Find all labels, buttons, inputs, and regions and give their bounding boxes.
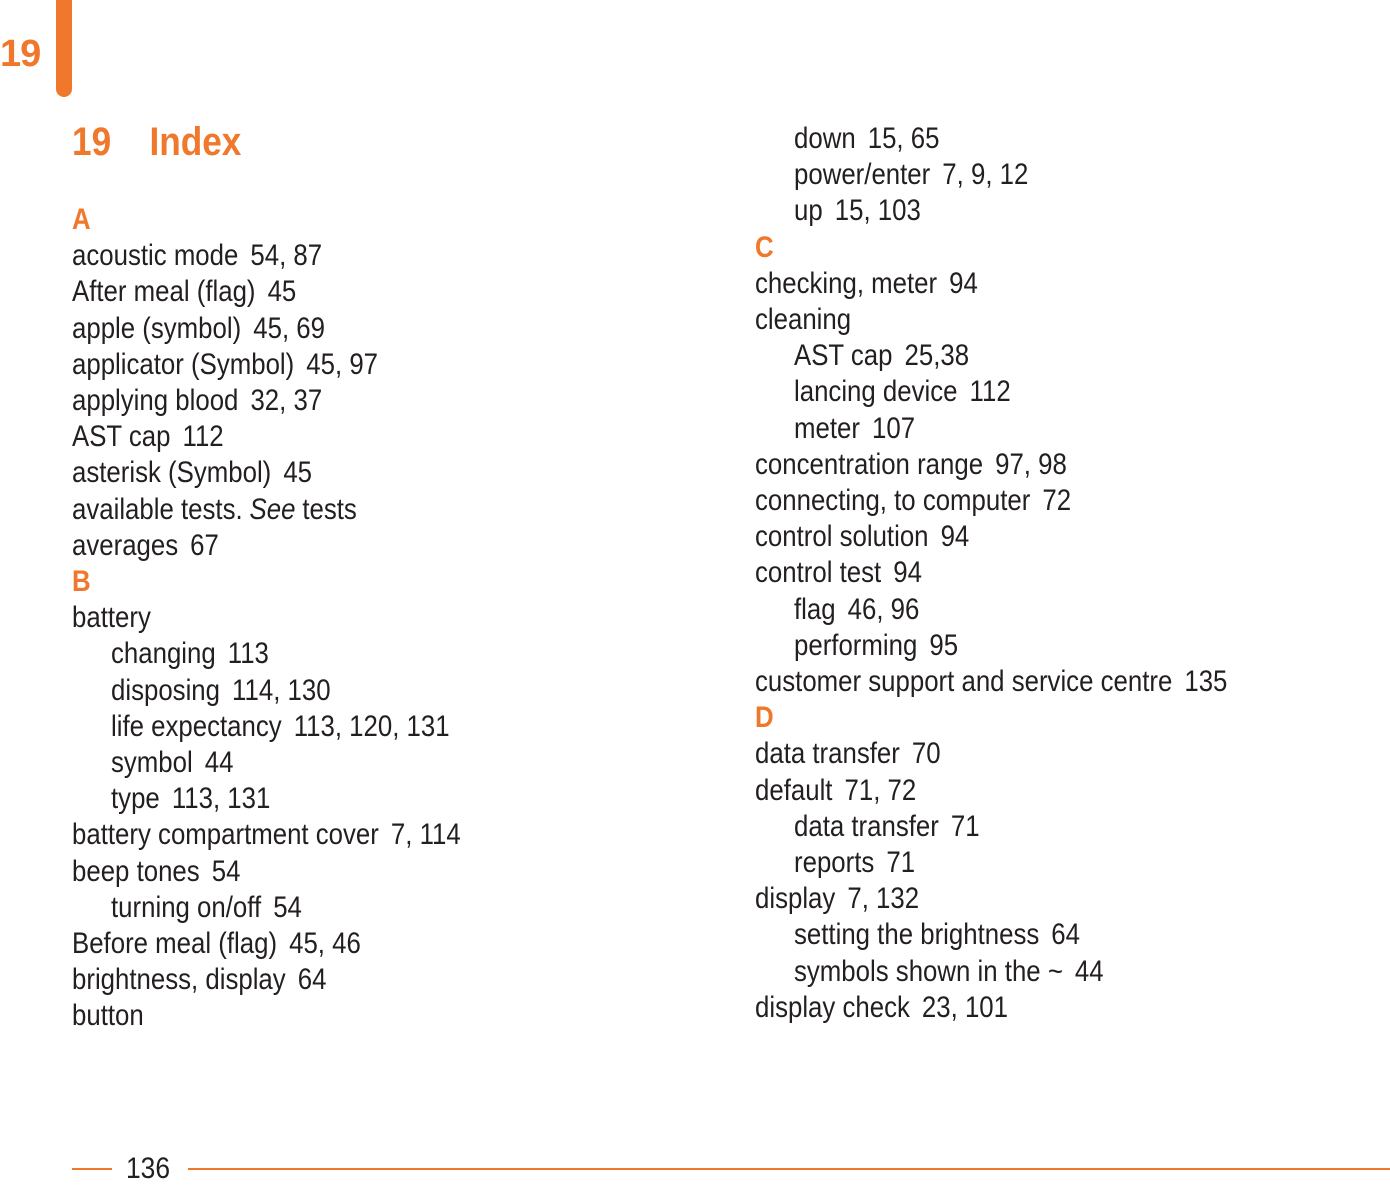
index-subentry: [794, 157, 1028, 193]
index-entry: [755, 664, 1227, 700]
index-page-refs: 7, 9, 12: [942, 158, 1029, 192]
index-term: default: [755, 773, 833, 807]
index-term: AST cap: [794, 339, 893, 373]
index-term: applying blood: [72, 384, 239, 417]
index-term: data transfer: [794, 809, 939, 843]
index-page-refs: 72: [1042, 484, 1072, 517]
index-page-refs: 44: [1074, 954, 1104, 988]
index-term: AST cap: [72, 420, 171, 454]
index-term: control solution: [755, 520, 929, 554]
index-entry: [755, 266, 978, 302]
index-term: display: [755, 882, 836, 916]
index-subentry: [111, 636, 269, 672]
index-page-refs: 15, 65: [867, 122, 940, 155]
index-page-refs: 97, 98: [995, 447, 1067, 481]
index-entry: [755, 773, 916, 809]
index-subentry: [794, 845, 915, 881]
index-entry: [72, 492, 357, 528]
index-page-refs: 71: [886, 846, 916, 879]
index-page-refs: 64: [1051, 918, 1081, 952]
index-term: battery: [72, 601, 151, 635]
index-page-refs: 44: [204, 746, 234, 779]
index-letter-heading: C: [755, 230, 774, 264]
index-term: After meal (flag): [72, 275, 256, 309]
index-page-refs: 46, 96: [847, 592, 920, 626]
index-term: asterisk (Symbol): [72, 456, 272, 490]
chapter-tab-number: 19: [0, 33, 41, 75]
index-term: life expectancy: [111, 709, 282, 743]
index-page-refs: 113: [227, 637, 269, 671]
index-page-refs: 45, 46: [289, 927, 361, 960]
index-term: available tests.: [72, 492, 243, 526]
index-term: power/enter: [794, 158, 931, 192]
index-entry: [755, 302, 851, 338]
index-subentry: [794, 592, 919, 628]
index-term: concentration range: [755, 447, 984, 481]
index-term: turning on/off: [111, 890, 262, 924]
footer-rule-left: [72, 1168, 112, 1170]
index-page-refs: 64: [297, 963, 327, 997]
index-entry: [72, 455, 312, 491]
index-page-refs: 23, 101: [921, 990, 1009, 1024]
index-page-refs: 54: [211, 854, 241, 888]
index-page-refs: 71, 72: [844, 773, 917, 807]
index-entry: [72, 528, 219, 564]
index-subentry: [794, 809, 980, 845]
index-page-refs: 112: [182, 420, 224, 454]
index-subentry: [794, 917, 1080, 953]
index-page-refs: 94: [893, 556, 922, 590]
index-entry: [755, 736, 941, 772]
index-term: applicator (Symbol): [72, 347, 295, 381]
index-page-refs: 45, 69: [253, 311, 325, 345]
index-term: averages: [72, 528, 179, 562]
index-page-refs: 54: [273, 890, 302, 924]
index-page-refs: 54, 87: [250, 239, 323, 273]
index-subentry: [794, 193, 921, 229]
index-page-refs: 94: [940, 520, 970, 554]
index-entry: [72, 274, 296, 310]
index-term: symbol: [111, 746, 193, 779]
index-page-refs: 70: [911, 737, 941, 771]
index-entry: [755, 483, 1071, 519]
chapter-heading-number: 19: [72, 120, 112, 164]
index-term: cleaning: [755, 303, 852, 336]
index-term: customer support and service centre: [755, 665, 1173, 698]
chapter-heading-title: Index: [149, 120, 242, 164]
index-entry: [755, 990, 1008, 1026]
index-page-refs: 94: [949, 266, 978, 300]
index-entry: [755, 555, 922, 591]
index-subentry: [111, 745, 233, 781]
index-page-refs: 15, 103: [834, 194, 921, 228]
index-subentry: [794, 121, 939, 157]
index-see-reference: See: [249, 492, 296, 526]
index-subentry: [111, 781, 270, 817]
index-subentry: [111, 673, 331, 709]
index-see-target: tests: [302, 492, 357, 526]
index-page-refs: 71: [950, 809, 980, 843]
index-page-refs: 114, 130: [232, 673, 331, 707]
index-term: apple (symbol): [72, 311, 242, 345]
index-letter-heading: D: [755, 701, 774, 735]
index-entry: [72, 854, 240, 890]
page-number: 136: [126, 1152, 171, 1185]
index-term: meter: [794, 411, 860, 445]
index-page-refs: 7, 114: [390, 818, 461, 852]
index-term: up: [794, 194, 823, 228]
index-term: control test: [755, 556, 882, 590]
index-term: reports: [794, 846, 875, 879]
chapter-tab-bar: [56, 0, 72, 97]
index-entry: [72, 962, 326, 998]
index-entry: [72, 238, 322, 274]
index-letter-heading: B: [72, 565, 91, 598]
index-term: setting the brightness: [794, 918, 1040, 952]
index-entry: [755, 881, 919, 917]
index-page-refs: 95: [929, 628, 959, 662]
index-entry: [72, 926, 361, 962]
index-entry: [755, 447, 1067, 483]
index-subentry: [794, 954, 1104, 990]
index-entry: [72, 347, 378, 383]
index-page-refs: 45: [283, 456, 313, 490]
page-title: [72, 118, 241, 166]
index-term: down: [794, 122, 856, 155]
index-term: type: [111, 782, 160, 816]
index-page-refs: 113, 131: [171, 782, 271, 816]
index-entry: [72, 600, 151, 636]
index-page-refs: 45: [267, 275, 297, 309]
index-page-refs: 32, 37: [250, 384, 323, 417]
index-term: disposing: [111, 673, 221, 707]
index-term: lancing device: [794, 375, 958, 409]
index-page-refs: 113, 120, 131: [293, 709, 450, 743]
index-letter-heading: A: [72, 203, 91, 236]
index-term: button: [72, 999, 144, 1033]
index-subentry: [794, 628, 958, 664]
index-page-refs: 25,38: [904, 339, 970, 373]
index-subentry: [794, 338, 969, 374]
index-term: symbols shown in the ~: [794, 954, 1063, 988]
index-page-refs: 7, 132: [847, 882, 920, 916]
index-subentry: [111, 709, 450, 745]
index-term: connecting, to computer: [755, 484, 1031, 517]
index-page-refs: 135: [1184, 665, 1228, 698]
index-term: beep tones: [72, 854, 200, 888]
footer-rule-right: [188, 1168, 1390, 1170]
index-entry: [72, 419, 224, 455]
index-term: performing: [794, 628, 918, 662]
index-term: data transfer: [755, 737, 900, 771]
index-subentry: [794, 411, 915, 447]
index-page-refs: 45, 97: [306, 347, 379, 381]
index-entry: [755, 519, 969, 555]
index-entry: [72, 383, 322, 419]
index-subentry: [794, 374, 1011, 410]
index-entry: [72, 311, 325, 347]
index-term: battery compartment cover: [72, 818, 379, 852]
index-term: flag: [794, 592, 836, 626]
index-term: changing: [111, 637, 216, 671]
index-entry: [72, 998, 144, 1034]
index-entry: [72, 817, 461, 853]
index-term: checking, meter: [755, 266, 938, 300]
index-term: brightness, display: [72, 963, 286, 997]
index-term: Before meal (flag): [72, 927, 278, 960]
index-subentry: [111, 890, 302, 926]
index-page-refs: 67: [190, 528, 219, 562]
index-page-refs: 107: [871, 411, 916, 445]
index-page-refs: 112: [969, 375, 1011, 409]
index-term: display check: [755, 990, 910, 1024]
index-term: acoustic mode: [72, 239, 239, 273]
